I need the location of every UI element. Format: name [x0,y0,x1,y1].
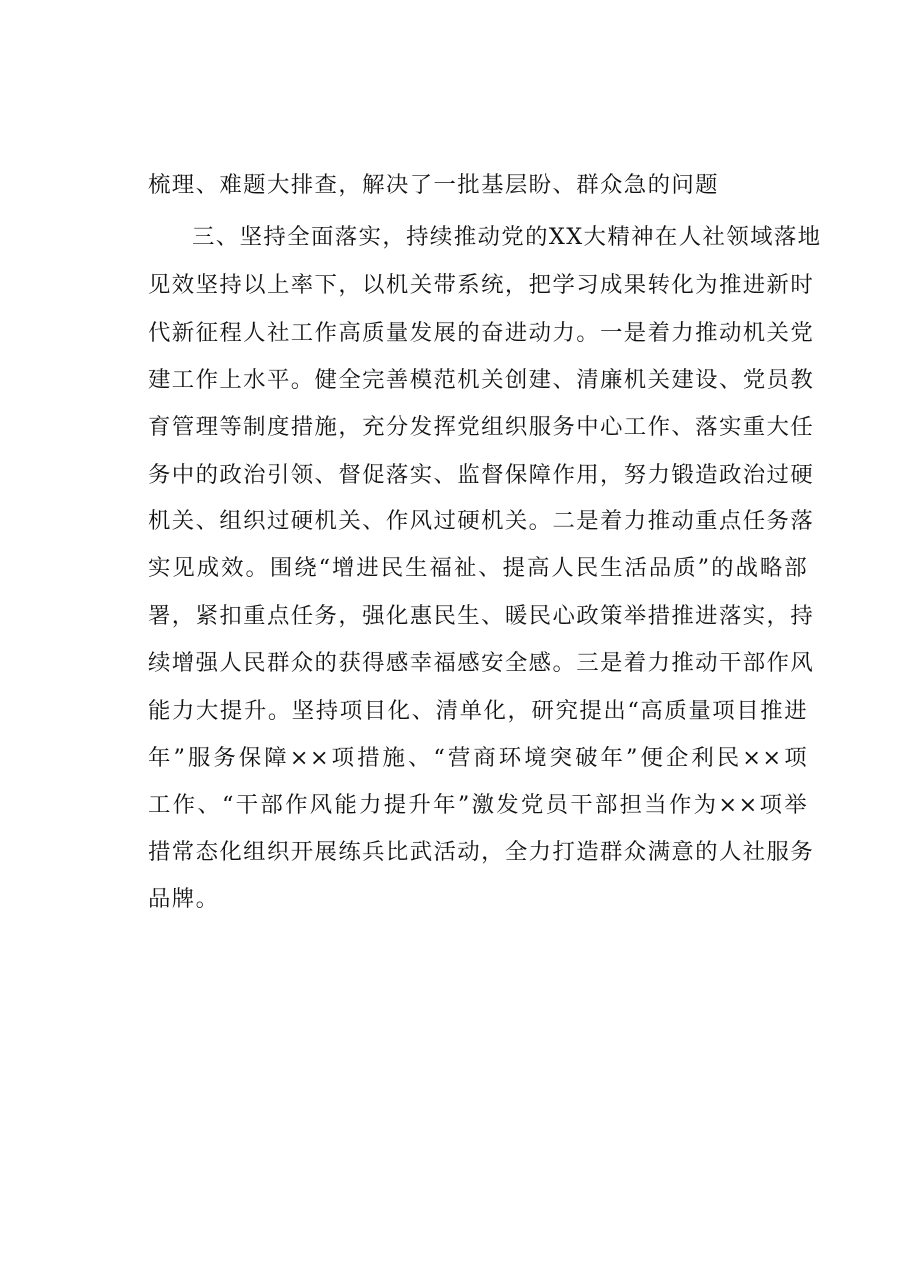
paragraph-line-12: 能力大提升。坚持项目化、清单化，研究提出“高质量项目推进 [148,698,808,724]
paragraph-line-3: 见效坚持以上率下，以机关带系统，把学习成果转化为推进新时 [148,272,815,298]
paragraph-line-6: 育管理等制度措施，充分发挥党组织服务中心工作、落实重大任 [148,414,815,440]
paragraph-line-16: 品牌。 [148,886,220,912]
paragraph-line-10: 署，紧扣重点任务，强化惠民生、暖民心政策举措推进落实，持 [148,603,815,629]
paragraph-line-8: 机关、组织过硬机关、作风过硬机关。二是着力推动重点任务落 [148,508,815,534]
paragraph-line-13: 年”服务保障××项措施、“营商环境突破年”便企利民××项 [148,745,808,771]
paragraph-line-7: 务中的政治引领、督促落实、监督保障作用，努力锻造政治过硬 [148,462,815,488]
paragraph-line-11: 续增强人民群众的获得感幸福感安全感。三是着力推动干部作风 [148,650,815,676]
paragraph-line-1: 梳理、难题大排查，解决了一批基层盼、群众急的问题 [148,172,719,198]
paragraph-line-5: 建工作上水平。健全完善模范机关创建、清廉机关建设、党员教 [148,367,815,393]
paragraph-line-2: 三、坚持全面落实，持续推动党的XX大精神在人社领域落地 [192,224,822,250]
paragraph-line-15: 措常态化组织开展练兵比武活动，全力打造群众满意的人社服务 [148,839,815,865]
paragraph-line-4: 代新征程人社工作高质量发展的奋进动力。一是着力推动机关党 [148,320,815,346]
paragraph-line-9: 实见成效。围绕“增进民生福祉、提高人民生活品质”的战略部 [148,555,808,581]
paragraph-line-14: 工作、“干部作风能力提升年”激发党员干部担当作为××项举 [148,792,808,818]
